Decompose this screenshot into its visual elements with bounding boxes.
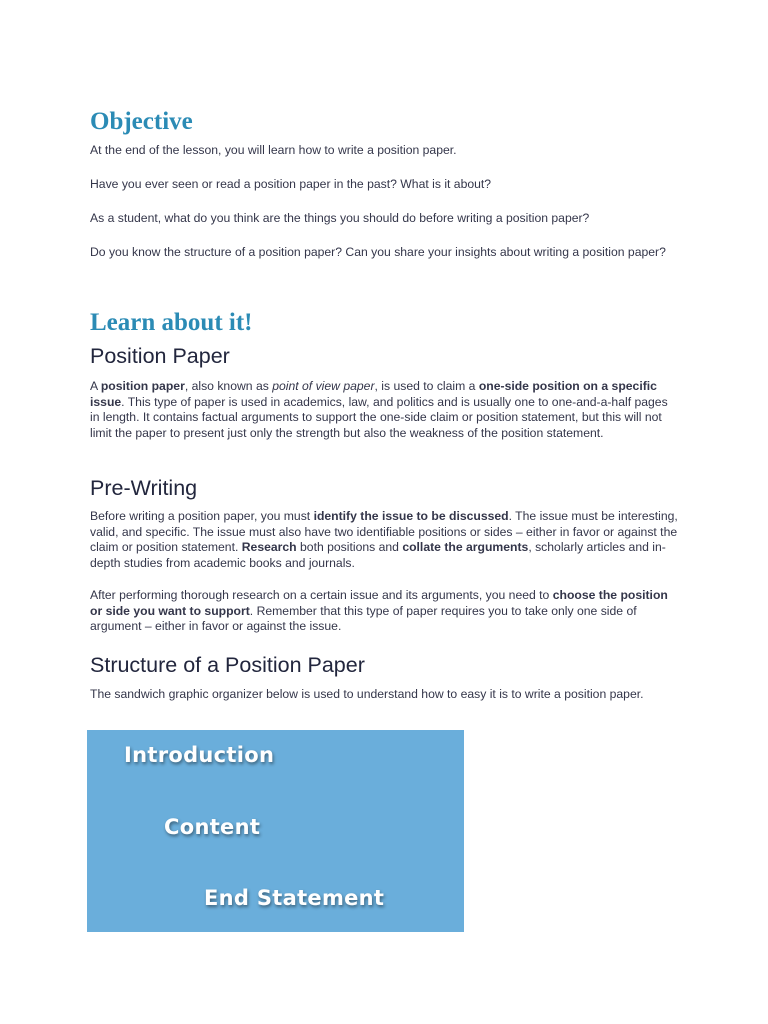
objective-paragraph-1: At the end of the lesson, you will learn how to write a position paper. <box>90 143 457 157</box>
pre-writing-paragraph-1: Before writing a position paper, you must identify the issue to be discussed. The issue must be interesting, valid, and specific. The issue must also have two identifiable positions or sides – either in favor or against the claim or position statement. Research both positions and collate the arguments, scholarly articles and in-depth studies from academic books and journals. <box>90 509 678 570</box>
objective-heading: Objective <box>90 108 193 135</box>
position-paper-paragraph: A position paper, also known as point of view paper, is used to claim a one-side position on a specific issue. This type of paper is used in academics, law, and politics and is usually one to one-and-a-half pages in length. It contains factual arguments to support the one-side claim or position statement, but this will not limit the paper to present just only the strength but also the weakness of the position statement. <box>90 379 668 440</box>
sandwich-graphic-organizer <box>87 730 464 932</box>
structure-heading: Structure of a Position Paper <box>90 653 365 677</box>
objective-paragraph-3: As a student, what do you think are the things you should do before writing a position paper? <box>90 211 590 225</box>
organizer-content-label: Content <box>164 815 261 839</box>
objective-paragraph-2: Have you ever seen or read a position paper in the past? What is it about? <box>90 177 492 191</box>
learn-heading: Learn about it! <box>90 309 253 336</box>
organizer-introduction-label: Introduction <box>124 743 275 767</box>
pre-writing-heading: Pre-Writing <box>90 476 198 500</box>
organizer-end-statement-label: End Statement <box>204 886 385 910</box>
structure-intro: The sandwich graphic organizer below is used to understand how to easy it is to write a position paper. <box>90 687 644 701</box>
objective-paragraph-4: Do you know the structure of a position paper? Can you share your insights about writing a position paper? <box>90 245 666 259</box>
position-paper-heading: Position Paper <box>90 344 230 368</box>
pre-writing-paragraph-2: After performing thorough research on a certain issue and its arguments, you need to choose the position or side you want to support. Remember that this type of paper requires you to take only one side of argument – either in favor or against the issue. <box>90 588 668 634</box>
